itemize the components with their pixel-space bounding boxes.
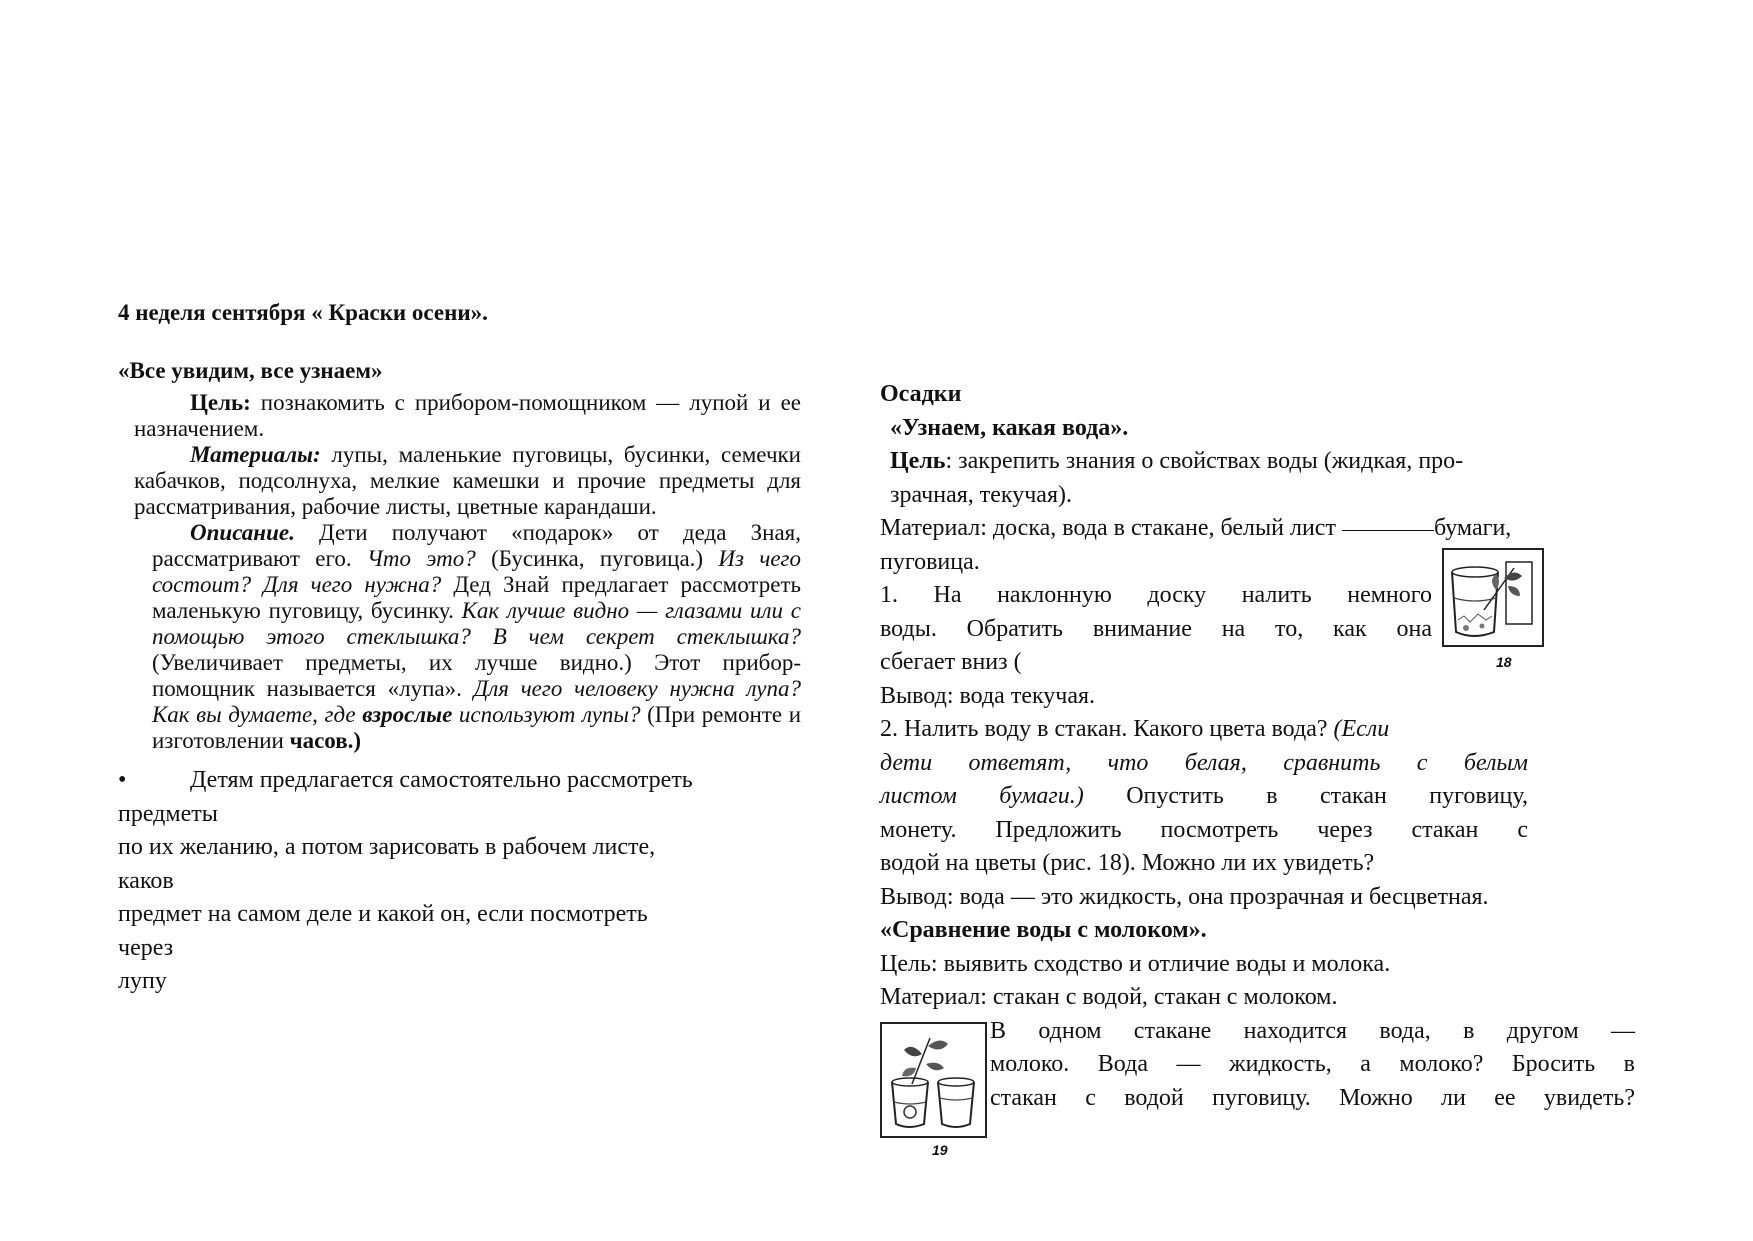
description-paragraph bbox=[118, 520, 801, 754]
figure-number: 19 bbox=[932, 1142, 948, 1158]
bullet-line bbox=[118, 764, 801, 798]
figure-number: 18 bbox=[1496, 654, 1512, 670]
goal-text: познакомить с прибором-помощником — лупой и ее назначением. bbox=[134, 390, 801, 441]
bullet-line: через bbox=[118, 934, 174, 961]
goal-label: Цель bbox=[890, 448, 946, 474]
experiment-title: «Сравнение воды с молоком». bbox=[880, 917, 1207, 943]
two-glasses-illustration bbox=[882, 1024, 985, 1136]
goal-text: : закрепить знания о свойствах воды (жидкая, про- bbox=[945, 448, 1464, 474]
step-line: 1. На наклонную доску налить немного bbox=[880, 582, 1432, 608]
description-label: Описание. bbox=[190, 520, 295, 545]
figure-18 bbox=[1442, 548, 1544, 670]
material-line: Материал: стакан с водой, стакан с молоком. bbox=[880, 984, 1338, 1010]
conclusion-line: Вывод: вода текучая. bbox=[880, 682, 1096, 709]
goal-paragraph bbox=[118, 390, 801, 442]
goal-label: Цель: bbox=[190, 390, 251, 415]
materials-text: лупы, маленькие пуговицы, бусинки, семечки кабачков, подсолнуха, мелкие камешки и прочие предметы для рассматривания, рабочие листы, цветные карандаши. bbox=[134, 442, 801, 519]
bullet-block bbox=[118, 764, 801, 999]
desc-question: Как лучше видно — глазами или с помощью этого стеклышка? В чем секрет стеклышка? bbox=[152, 598, 801, 649]
desc-question: Что это? bbox=[366, 546, 476, 571]
conclusion-line: Вывод: вода — это жидкость, она прозрачная и бесцветная. bbox=[880, 883, 1489, 910]
step-note: (Если bbox=[1333, 716, 1390, 742]
desc-text: (Бусинка, пуговица.) bbox=[475, 546, 719, 571]
bullet-icon: • bbox=[118, 767, 127, 793]
bullet-text: Детям предлагается самостоятельно рассмотреть bbox=[190, 767, 693, 793]
left-column bbox=[118, 358, 801, 999]
step-line: водой на цветы (рис. 18). Можно ли их увидеть? bbox=[880, 850, 1375, 876]
figure-18-frame bbox=[1442, 548, 1544, 647]
experiment-title: «Все увидим, все узнаем» bbox=[118, 358, 383, 383]
step-line: монету. Предложить посмотреть через стакан с bbox=[880, 816, 1528, 843]
step-note-line: дети ответят, что белая, сравнить с белым bbox=[880, 749, 1528, 776]
step-line: молоко. Вода — жидкость, а молоко? Бросить в bbox=[990, 1051, 1635, 1077]
figure-19 bbox=[880, 1022, 987, 1158]
goal-line bbox=[880, 445, 1635, 479]
desc-emphasis: часов.) bbox=[289, 728, 362, 753]
desc-text: (Увеличивает предметы, их лучше видно.) Этот прибор-помощник называется «лупа». bbox=[152, 650, 801, 701]
desc-text: (При ремонте и изготовлении bbox=[152, 702, 801, 753]
desc-emphasis: взрослые bbox=[362, 702, 453, 727]
desc-text: Дед Знай предлагает рассмотреть маленькую пуговицу, бусинку. bbox=[152, 572, 801, 623]
right-column bbox=[880, 378, 1635, 1115]
materials-label: Материалы: bbox=[190, 442, 321, 467]
step-note: листом бумаги.) bbox=[880, 783, 1084, 809]
goal-line: Цель: выявить сходство и отличие воды и молока. bbox=[880, 950, 1391, 977]
step-line: сбегает вниз ( bbox=[880, 649, 1022, 675]
step-line: стакан с водой пуговицу. Можно ли ее увидеть? bbox=[990, 1084, 1635, 1111]
page-title: 4 неделя сентября « Краски осени». bbox=[118, 300, 488, 325]
material-line bbox=[880, 512, 1635, 546]
step-text: Опустить в стакан пуговицу, bbox=[1083, 783, 1528, 809]
desc-question: используют лупы? bbox=[452, 702, 641, 727]
desc-text: Дети получают «подарок» от деда Зная, рассматривают его. bbox=[152, 520, 801, 571]
step-line: В одном стакане находится вода, в другом — bbox=[990, 1017, 1635, 1044]
blank-line bbox=[1342, 530, 1434, 531]
step-line bbox=[880, 713, 1635, 747]
bullet-line: каков bbox=[118, 867, 174, 894]
glass-with-flower-illustration bbox=[1444, 550, 1542, 645]
step-text: 2. Налить воду в стакан. Какого цвета вода? bbox=[880, 716, 1334, 742]
desc-question: Для чего человеку нужна лупа? Как вы думаете, где bbox=[152, 676, 801, 727]
goal-line: зрачная, текучая). bbox=[890, 481, 1072, 508]
bullet-line: предмет на самом деле и какой он, если посмотреть bbox=[118, 901, 648, 927]
material-line: пуговица. bbox=[880, 548, 980, 575]
section-heading: Осадки bbox=[880, 381, 962, 407]
step-line: воды. Обратить внимание на то, как она bbox=[880, 615, 1432, 642]
materials-paragraph bbox=[118, 442, 801, 520]
bullet-line: по их желанию, а потом зарисовать в рабочем листе, bbox=[118, 834, 656, 860]
bullet-line: лупу bbox=[118, 968, 167, 994]
experiment-title: «Узнаем, какая вода». bbox=[890, 414, 1129, 441]
figure-19-frame bbox=[880, 1022, 987, 1138]
desc-question: Из чего состоит? Для чего нужна? bbox=[152, 546, 801, 597]
bullet-line: предметы bbox=[118, 800, 218, 827]
step-line bbox=[880, 780, 1528, 814]
material-text: Материал: доска, вода в стакане, белый лист bbox=[880, 515, 1336, 541]
material-text: бумаги, bbox=[1433, 515, 1512, 541]
